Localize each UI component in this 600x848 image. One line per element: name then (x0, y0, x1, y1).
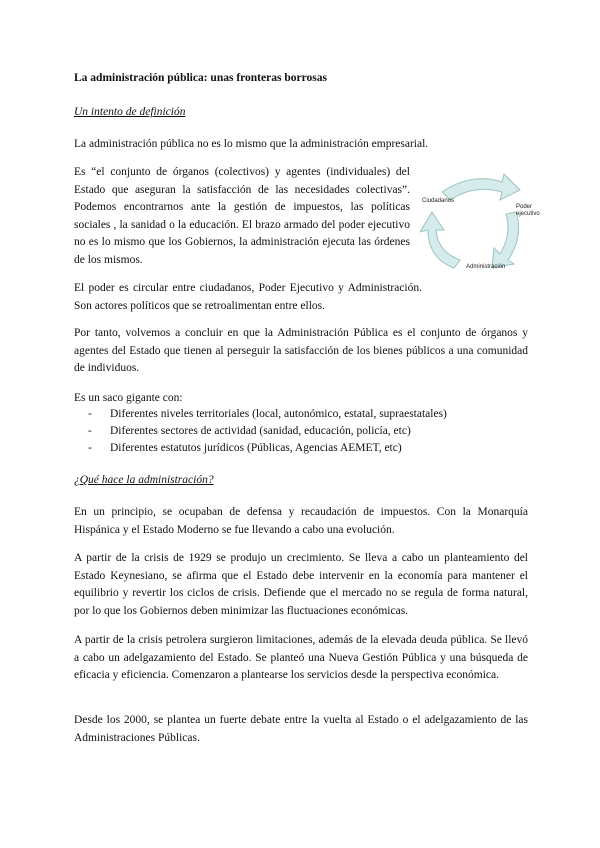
section-heading-definicion: Un intento de definición (74, 106, 186, 118)
list-item-text: Diferentes niveles territoriales (local, autonómico, estatal, supraestatales) (110, 408, 447, 420)
list-item-text: Diferentes estatutos jurídicos (Públicas, Agencias AEMET, etc) (110, 442, 402, 454)
paragraph-conclusion: Por tanto, volvemos a concluir en que la Administración Pública es el conjunto de órganos y agentes del Estado que tienen al perseguir la satisfacción de los bienes públicos a una comunidad de individuos. (74, 327, 528, 374)
diagram-label-administracion: Administración (466, 264, 506, 270)
paragraph-poder-circular: El poder es circular entre ciudadanos, Poder Ejecutivo y Administración. Son actores políticos que se retroalimentan entre ellos. (74, 282, 422, 312)
paragraph: A partir de la crisis de 1929 se produjo un crecimiento. Se lleva a cabo un planteamiento del Estado Keynesiano, se afirma que el Estado debe intervenir en la economía para mantener el equilibrio y revertir los ciclos de crisis. Defiende que el mercado no se regula de forma natural, por lo que los Gobiernos deben minimizar las fluctuaciones económicas. (74, 552, 528, 617)
list-item (88, 406, 447, 424)
diagram-label-ejecutivo: ejecutivo (516, 211, 540, 217)
diagram-label-ciudadanos: Ciudadanos (422, 198, 455, 204)
cycle-diagram (420, 168, 540, 278)
list-item (88, 423, 411, 441)
list-marker: - (88, 442, 92, 454)
paragraph: Desde los 2000, se plantea un fuerte debate entre la vuelta al Estado o el adelgazamiento de las Administraciones Públicas. (74, 714, 528, 744)
list-item (88, 440, 402, 458)
paragraph: En un principio, se ocupaban de defensa y recaudación de impuestos. Con la Monarquía Hispánica y el Estado Moderno se fue llevando a cabo una evolución. (74, 506, 528, 536)
paragraph: A partir de la crisis petrolera surgieron limitaciones, además de la elevada deuda pública. Se llevó a cabo un adelgazamiento del Estado. Se planteó una Nueva Gestión Pública y una búsqueda de eficacia y eficiencia. Comenzaron a plantearse los servicios desde la perspectiva económica. (74, 634, 528, 681)
cycle-arrows-graphic (420, 168, 533, 278)
list-marker: - (88, 408, 92, 420)
list-marker: - (88, 425, 92, 437)
cycle-arrow-top (442, 174, 520, 200)
list-intro: Es un saco gigante con: (74, 392, 183, 404)
paragraph: La administración pública no es lo mismo que la administración empresarial. (74, 138, 429, 150)
cycle-arrow-left (420, 212, 460, 268)
paragraph-definition: Es “el conjunto de órganos (colectivos) y agentes (individuales) del Estado que aseguran la satisfacción de las necesidades colectivas”. Podemos encontrarnos ante la gestión de impuestos, las políticas sociales , la sanidad o la educación. El brazo armado del poder ejecutivo no es lo mismo que los Gobiernos, la administración ejecuta las órdenes de los mismos. (74, 166, 410, 266)
document-title: La administración pública: unas fronteras borrosas (74, 72, 327, 84)
list-item-text: Diferentes sectores de actividad (sanidad, educación, policía, etc) (110, 425, 411, 437)
diagram-label-poder: Poder (516, 204, 533, 210)
section-heading-que-hace: ¿Qué hace la administración? (74, 474, 214, 486)
cycle-arrow-right (492, 212, 519, 268)
